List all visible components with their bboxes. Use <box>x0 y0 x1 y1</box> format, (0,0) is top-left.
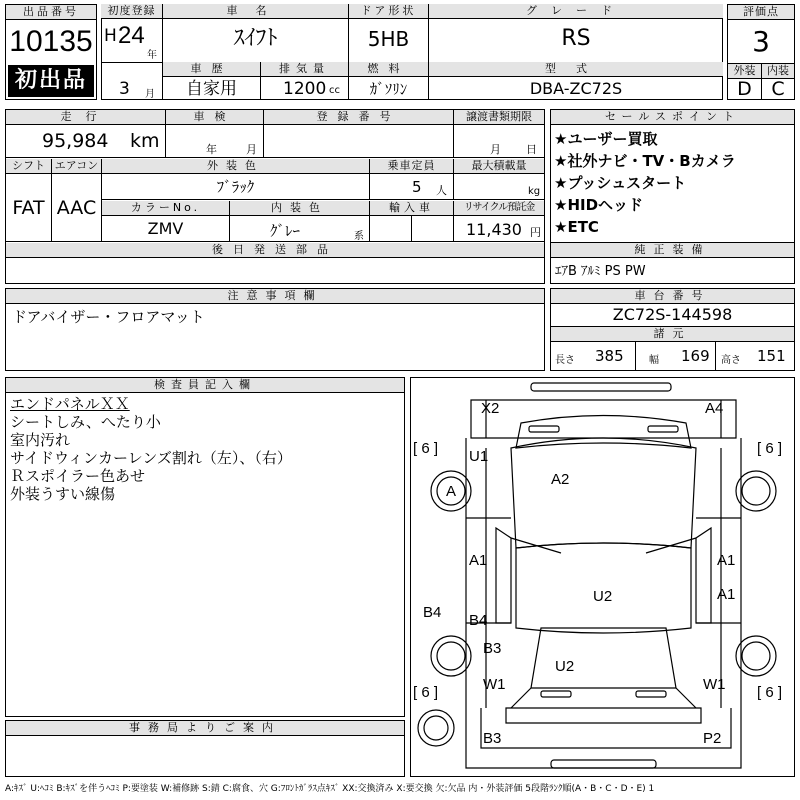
fuel-cell <box>349 62 429 100</box>
lot-box <box>5 4 97 100</box>
equipment: ｴｱB ｱﾙﾐ PS PW <box>555 264 646 279</box>
era: H <box>104 26 117 46</box>
first-reg-label: 初度登録 <box>101 4 162 19</box>
sales-point-list <box>551 125 794 238</box>
load-unit: kg <box>528 186 541 197</box>
displacement-label: 排気量 <box>261 62 348 77</box>
inspector-notes <box>6 393 404 505</box>
later-parts-label: 後日発送部品 <box>6 243 544 258</box>
door-type: 5HB <box>367 27 410 51</box>
transfer-month: 月 <box>490 143 501 156</box>
reg-no-label: 登録番号 <box>264 110 454 125</box>
int-color: ｸﾞﾚｰ <box>270 222 301 240</box>
width-value: 169 <box>681 347 710 365</box>
history-cell <box>163 62 261 100</box>
ac: AAC <box>56 197 97 219</box>
mileage-label: 走行 <box>6 110 166 125</box>
capacity-unit: 人 <box>436 184 447 197</box>
fuel: ｶﾞｿﾘﾝ <box>369 80 408 98</box>
damage-mark: B3 <box>483 640 502 657</box>
first-listing-badge: 初出品 <box>8 65 94 97</box>
load-cell <box>454 174 544 200</box>
sales-point: ★プッシュスタート <box>554 174 687 192</box>
score-label: 評価点 <box>728 5 794 20</box>
damage-mark: X2 <box>481 400 500 417</box>
first-reg-cell <box>101 4 163 62</box>
history: 自家用 <box>186 79 237 99</box>
displacement-cell <box>261 62 349 100</box>
dimensions-label: 諸元 <box>551 326 794 342</box>
grade-cell <box>429 4 723 62</box>
capacity-cell <box>370 174 454 200</box>
lot-number: 10135 <box>9 25 93 58</box>
damage-mark: U2 <box>593 588 613 605</box>
mileage-cell <box>6 125 166 158</box>
model-cell <box>429 62 723 100</box>
inspector-box <box>5 377 405 717</box>
sales-point: ★HIDヘッド <box>554 196 644 214</box>
ac-label: エアコン <box>52 159 102 174</box>
sales-box <box>550 109 795 284</box>
car-diagram <box>410 377 795 777</box>
office-label: 事務局よりご案内 <box>6 721 404 736</box>
car-outline-icon <box>411 378 796 778</box>
inspector-line: シートしみ、へたり小 <box>10 413 161 431</box>
tire-bracket: [ 6 ] <box>757 440 783 457</box>
width-label: 幅 <box>649 355 659 366</box>
first-reg-month: 3 <box>119 79 130 99</box>
color: ﾌﾞﾗｯｸ <box>216 178 255 196</box>
import-label: 輸入車 <box>370 201 454 216</box>
grade: RS <box>561 26 591 51</box>
shift-cell <box>6 174 52 242</box>
chassis-label: 車台番号 <box>551 289 794 304</box>
damage-mark: W1 <box>703 676 726 693</box>
damage-mark: P2 <box>703 730 722 747</box>
damage-mark: B4 <box>469 612 488 629</box>
inspection-cell <box>166 125 264 158</box>
month-unit: 月 <box>145 89 155 100</box>
damage-mark: U2 <box>555 658 575 675</box>
sales-points-label: セールスポイント <box>551 110 794 125</box>
color-label: 外装色 <box>102 159 370 174</box>
damage-mark: A1 <box>717 586 736 603</box>
sales-point: ★ユーザー買取 <box>554 130 658 148</box>
damage-mark: A4 <box>705 400 724 417</box>
height-value: 151 <box>757 347 786 365</box>
sales-point: ★ETC <box>554 218 599 236</box>
damage-mark: U1 <box>469 448 489 465</box>
ac-cell <box>52 174 102 242</box>
inspector-line: 外装うすい線傷 <box>10 485 116 503</box>
color-no-label: カラーNo. <box>102 201 230 216</box>
door-label: ドア形状 <box>349 4 428 19</box>
dimensions-row <box>551 342 794 370</box>
mileage-unit: km <box>130 130 160 152</box>
height-label: 高さ <box>721 355 741 366</box>
reg-no-cell <box>264 125 454 158</box>
history-label: 車歴 <box>163 62 260 77</box>
damage-mark: A1 <box>717 552 736 569</box>
damage-mark: B4 <box>423 604 442 621</box>
car-name-cell <box>163 4 349 62</box>
tire-bracket: [ 6 ] <box>413 684 439 701</box>
int-color-label: 内装色 <box>230 201 370 216</box>
mileage: 95,984 <box>42 130 109 152</box>
notes-box <box>5 288 545 371</box>
inspector-line: Ｒスポイラー色あせ <box>10 467 146 485</box>
length-value: 385 <box>595 347 624 365</box>
displacement: 1200 <box>283 79 327 99</box>
displacement-unit: cc <box>329 85 340 96</box>
shift: FAT <box>12 197 45 219</box>
notes-text: ドアバイザー・フロアマット <box>12 308 205 326</box>
int-color-unit: 系 <box>354 231 364 242</box>
model-code: DBA-ZC72S <box>529 79 623 98</box>
color-cell <box>102 174 370 200</box>
inspection-label: 車検 <box>166 110 264 125</box>
int-color-cell <box>230 216 370 242</box>
transfer-cell <box>454 125 544 158</box>
capacity-label: 乗車定員 <box>370 159 454 174</box>
inspector-line: サイドウィンカーレンズ割れ（左）、（右） <box>10 449 292 467</box>
damage-mark: W1 <box>483 676 506 693</box>
legend: A:ｷｽﾞ U:ﾍｺﾐ B:ｷｽﾞを伴うﾍｺﾐ P:要塗装 W:補修跡 S:錆 C:腐食、穴 G:ﾌﾛﾝﾄｶﾞﾗｽ点ｷｽﾞ XX:交換済み X:要交換 欠:欠品 内・外装評価 5段階ﾗﾝｸ順(A・B・C・D・E) 1 <box>5 784 655 794</box>
recycle-cell <box>454 216 544 242</box>
import-cell-b <box>412 216 454 242</box>
year-unit: 年 <box>147 50 157 61</box>
inspector-label: 検査員記入欄 <box>6 378 404 393</box>
first-reg-year: 24 <box>118 22 145 49</box>
first-reg-month-cell <box>101 62 163 100</box>
score-box <box>727 4 795 100</box>
notes-label: 注意事項欄 <box>6 289 544 304</box>
sales-point: ★社外ナビ・TV・Bカメラ <box>554 152 736 170</box>
load-label: 最大積載量 <box>454 159 544 174</box>
damage-mark: A2 <box>551 471 570 488</box>
tire-bracket: [ 6 ] <box>757 684 783 701</box>
car-name-label: 車名 <box>163 4 348 19</box>
fuel-label: 燃料 <box>349 62 428 77</box>
transfer-label: 譲渡書類期限 <box>454 110 544 125</box>
inspection-year: 年 <box>206 143 217 156</box>
damage-mark: B3 <box>483 730 502 747</box>
color-no: ZMV <box>147 219 184 238</box>
office-box <box>5 720 405 777</box>
shift-label: シフト <box>6 159 52 174</box>
damage-mark: A1 <box>469 552 488 569</box>
recycle-amount: 11,430 <box>466 220 522 239</box>
chassis-number: ZC72S-144598 <box>612 305 733 324</box>
inspector-line: 室内汚れ <box>10 431 71 449</box>
import-cell-a <box>370 216 412 242</box>
damage-mark: A <box>446 483 457 500</box>
score-value: 3 <box>752 25 770 58</box>
length-label: 長さ <box>555 355 575 366</box>
recycle-label: リサイクル預託金 <box>454 201 544 216</box>
transfer-day: 日 <box>526 143 537 156</box>
model-label: 型式 <box>429 62 723 77</box>
int-grade-label: 内装 <box>762 64 794 79</box>
chassis-box <box>550 288 795 371</box>
door-cell <box>349 4 429 62</box>
equipment-label: 純正装備 <box>551 242 794 258</box>
ext-grade-label: 外装 <box>728 64 761 79</box>
inspection-month: 月 <box>246 143 257 156</box>
color-no-cell <box>102 216 230 242</box>
lot-label: 出品番号 <box>6 5 96 20</box>
grade-label: グレード <box>429 4 723 19</box>
tire-bracket: [ 6 ] <box>413 440 439 457</box>
inspector-line: エンドパネルＸＸ <box>10 395 130 413</box>
capacity: 5 <box>412 178 422 196</box>
ext-grade: D <box>737 78 752 100</box>
int-grade: C <box>771 78 785 100</box>
car-name: ｽｲﾌﾄ <box>233 26 278 51</box>
recycle-unit: 円 <box>530 226 541 239</box>
